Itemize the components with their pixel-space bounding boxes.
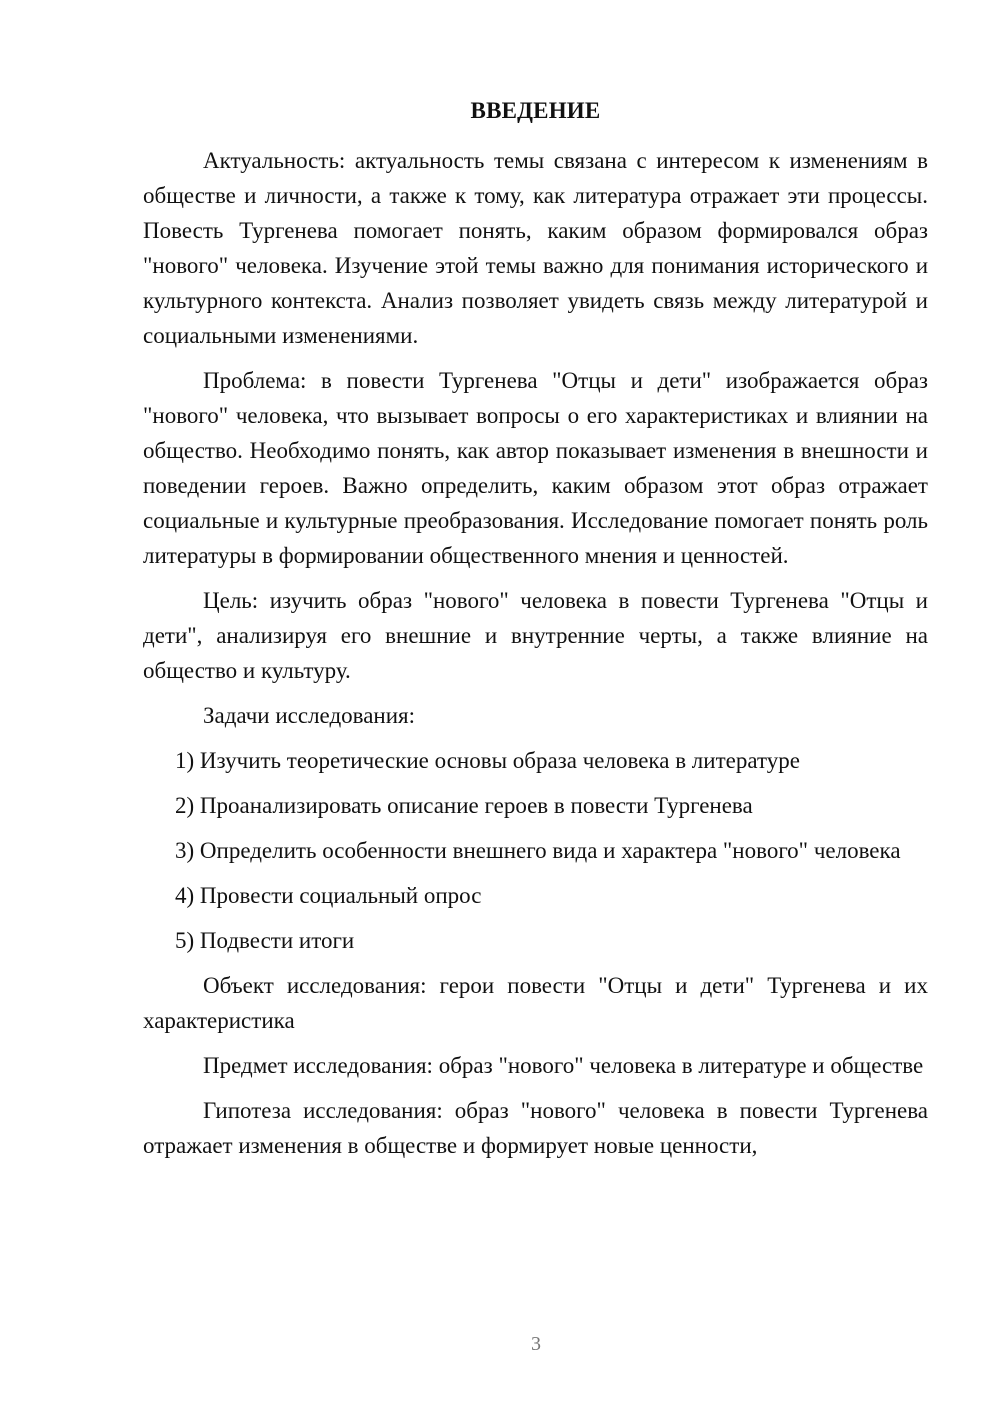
task-item-4: 4) Провести социальный опрос — [175, 883, 482, 908]
task-item-3: 3) Определить особенности внешнего вида и характера "нового" человека — [175, 838, 901, 863]
tasks-heading: Задачи исследования: — [203, 703, 416, 728]
task-item-2: 2) Проанализировать описание героев в повести Тургенева — [175, 793, 753, 818]
hypothesis-paragraph: Гипотеза исследования: образ "нового" человека в повести Тургенева отражает изменения в обществе и формирует новые ценности, — [143, 1098, 928, 1158]
task-item-1: 1) Изучить теоретические основы образа человека в литературе — [175, 748, 800, 773]
problem-paragraph: Проблема: в повести Тургенева "Отцы и дети" изображается образ "нового" человека, что вызывает вопросы о его характеристиках и влиянии на общество. Необходимо понять, как автор показывает изменения в внешности и поведении героев. Важно определить, каким образом этот образ отражает социальные и культурные преобразования. Исследование помогает понять роль литературы в формировании общественного мнения и ценностей. — [143, 368, 928, 568]
page-number: 3 — [531, 1333, 541, 1355]
task-item-5: 5) Подвести итоги — [175, 928, 355, 953]
page-content — [143, 93, 928, 1163]
relevance-paragraph: Актуальность: актуальность темы связана с интересом к изменениям в обществе и личности, а также к тому, как литература отражает эти процессы. Повесть Тургенева помогает понять, каким образом формировался образ "нового" человека. Изучение этой темы важно для понимания исторического и культурного контекста. Анализ позволяет увидеть связь между литературой и социальными изменениями. — [143, 148, 928, 348]
goal-paragraph: Цель: изучить образ "нового" человека в повести Тургенева "Отцы и дети", анализируя его внешние и внутренние черты, а также влияние на общество и культуру. — [143, 588, 928, 683]
section-title: ВВЕДЕНИЕ — [470, 98, 601, 123]
subject-paragraph: Предмет исследования: образ "нового" человека в литературе и обществе — [203, 1053, 924, 1078]
object-paragraph: Объект исследования: герои повести "Отцы и дети" Тургенева и их характеристика — [143, 973, 928, 1033]
